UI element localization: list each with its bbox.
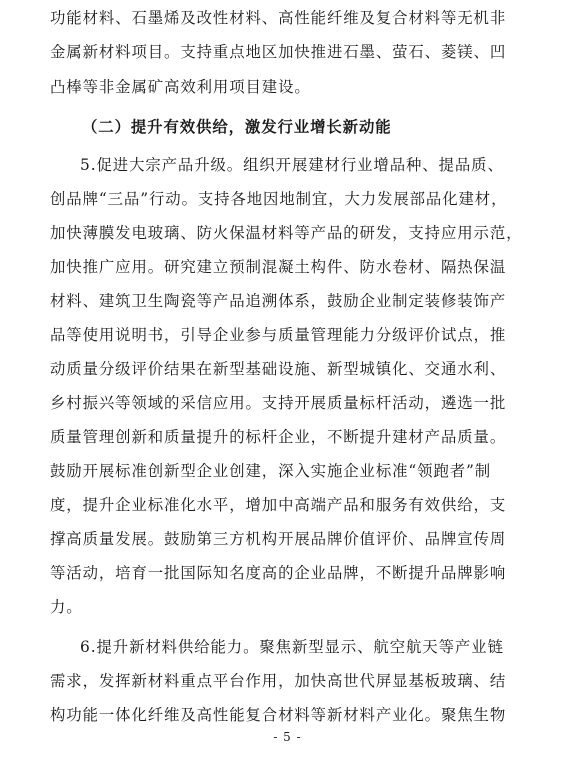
body-text-line: 创品牌“三品”行动。支持各地因地制宜，大力发展部品化建材， (50, 190, 508, 208)
body-text-line: 需求，发挥新材料重点平台作用，加快高世代屏显基板玻璃、结 (50, 672, 507, 690)
body-text-line: 凸棒等非金属矿高效利用项目建设。 (50, 78, 311, 96)
body-text-line: 乡村振兴等领域的采信应用。支持开展质量标杆活动，遴选一批 (50, 394, 507, 412)
page-number: - 5 - (273, 730, 302, 744)
body-text-line: 鼓励开展标准创新型企业创建，深入实施企业标准“领跑者”制 (50, 462, 492, 480)
section-heading: （二）提升有效供给，激发行业增长新动能 (82, 118, 392, 136)
body-text-line: 加快薄膜发电玻璃、防火保温材料等产品的研发，支持应用示范， (50, 224, 523, 242)
body-text-line: 动质量分级评价结果在新型基础设施、新型城镇化、交通水利、 (50, 360, 507, 378)
body-text-line: 等活动，培育一批国际知名度高的企业品牌，不断提升品牌影响 (50, 564, 507, 582)
paragraph-first-line: 5.促进大宗产品升级。组织开展建材行业增品种、提品质、 (80, 156, 504, 174)
paragraph-first-line: 6.提升新材料供给能力。聚焦新型显示、航空航天等产业链 (80, 638, 504, 656)
body-text-line: 力。 (50, 598, 83, 616)
body-text-line: 撑高质量发展。鼓励第三方机构开展品牌价值评价、品牌宣传周 (50, 530, 507, 548)
body-text-line: 质量管理创新和质量提升的标杆企业，不断提升建材产品质量。 (50, 428, 507, 446)
body-text-line: 加快推广应用。研究建立预制混凝土构件、防水卷材、隔热保温 (50, 258, 507, 276)
body-text-line: 品等使用说明书，引导企业参与质量管理能力分级评价试点，推 (50, 326, 507, 344)
body-text-line: 材料、建筑卫生陶瓷等产品追溯体系，鼓励企业制定装修装饰产 (50, 292, 507, 310)
body-text-line: 构功能一体化纤维及高性能复合材料等新材料产业化。聚焦生物 (50, 706, 507, 724)
body-text-line: 功能材料、石墨烯及改性材料、高性能纤维及复合材料等无机非 (50, 9, 507, 27)
body-text-line: 金属新材料项目。支持重点地区加快推进石墨、萤石、菱镁、凹 (50, 43, 507, 61)
body-text-line: 度，提升企业标准化水平，增加中高端产品和服务有效供给，支 (50, 496, 507, 514)
